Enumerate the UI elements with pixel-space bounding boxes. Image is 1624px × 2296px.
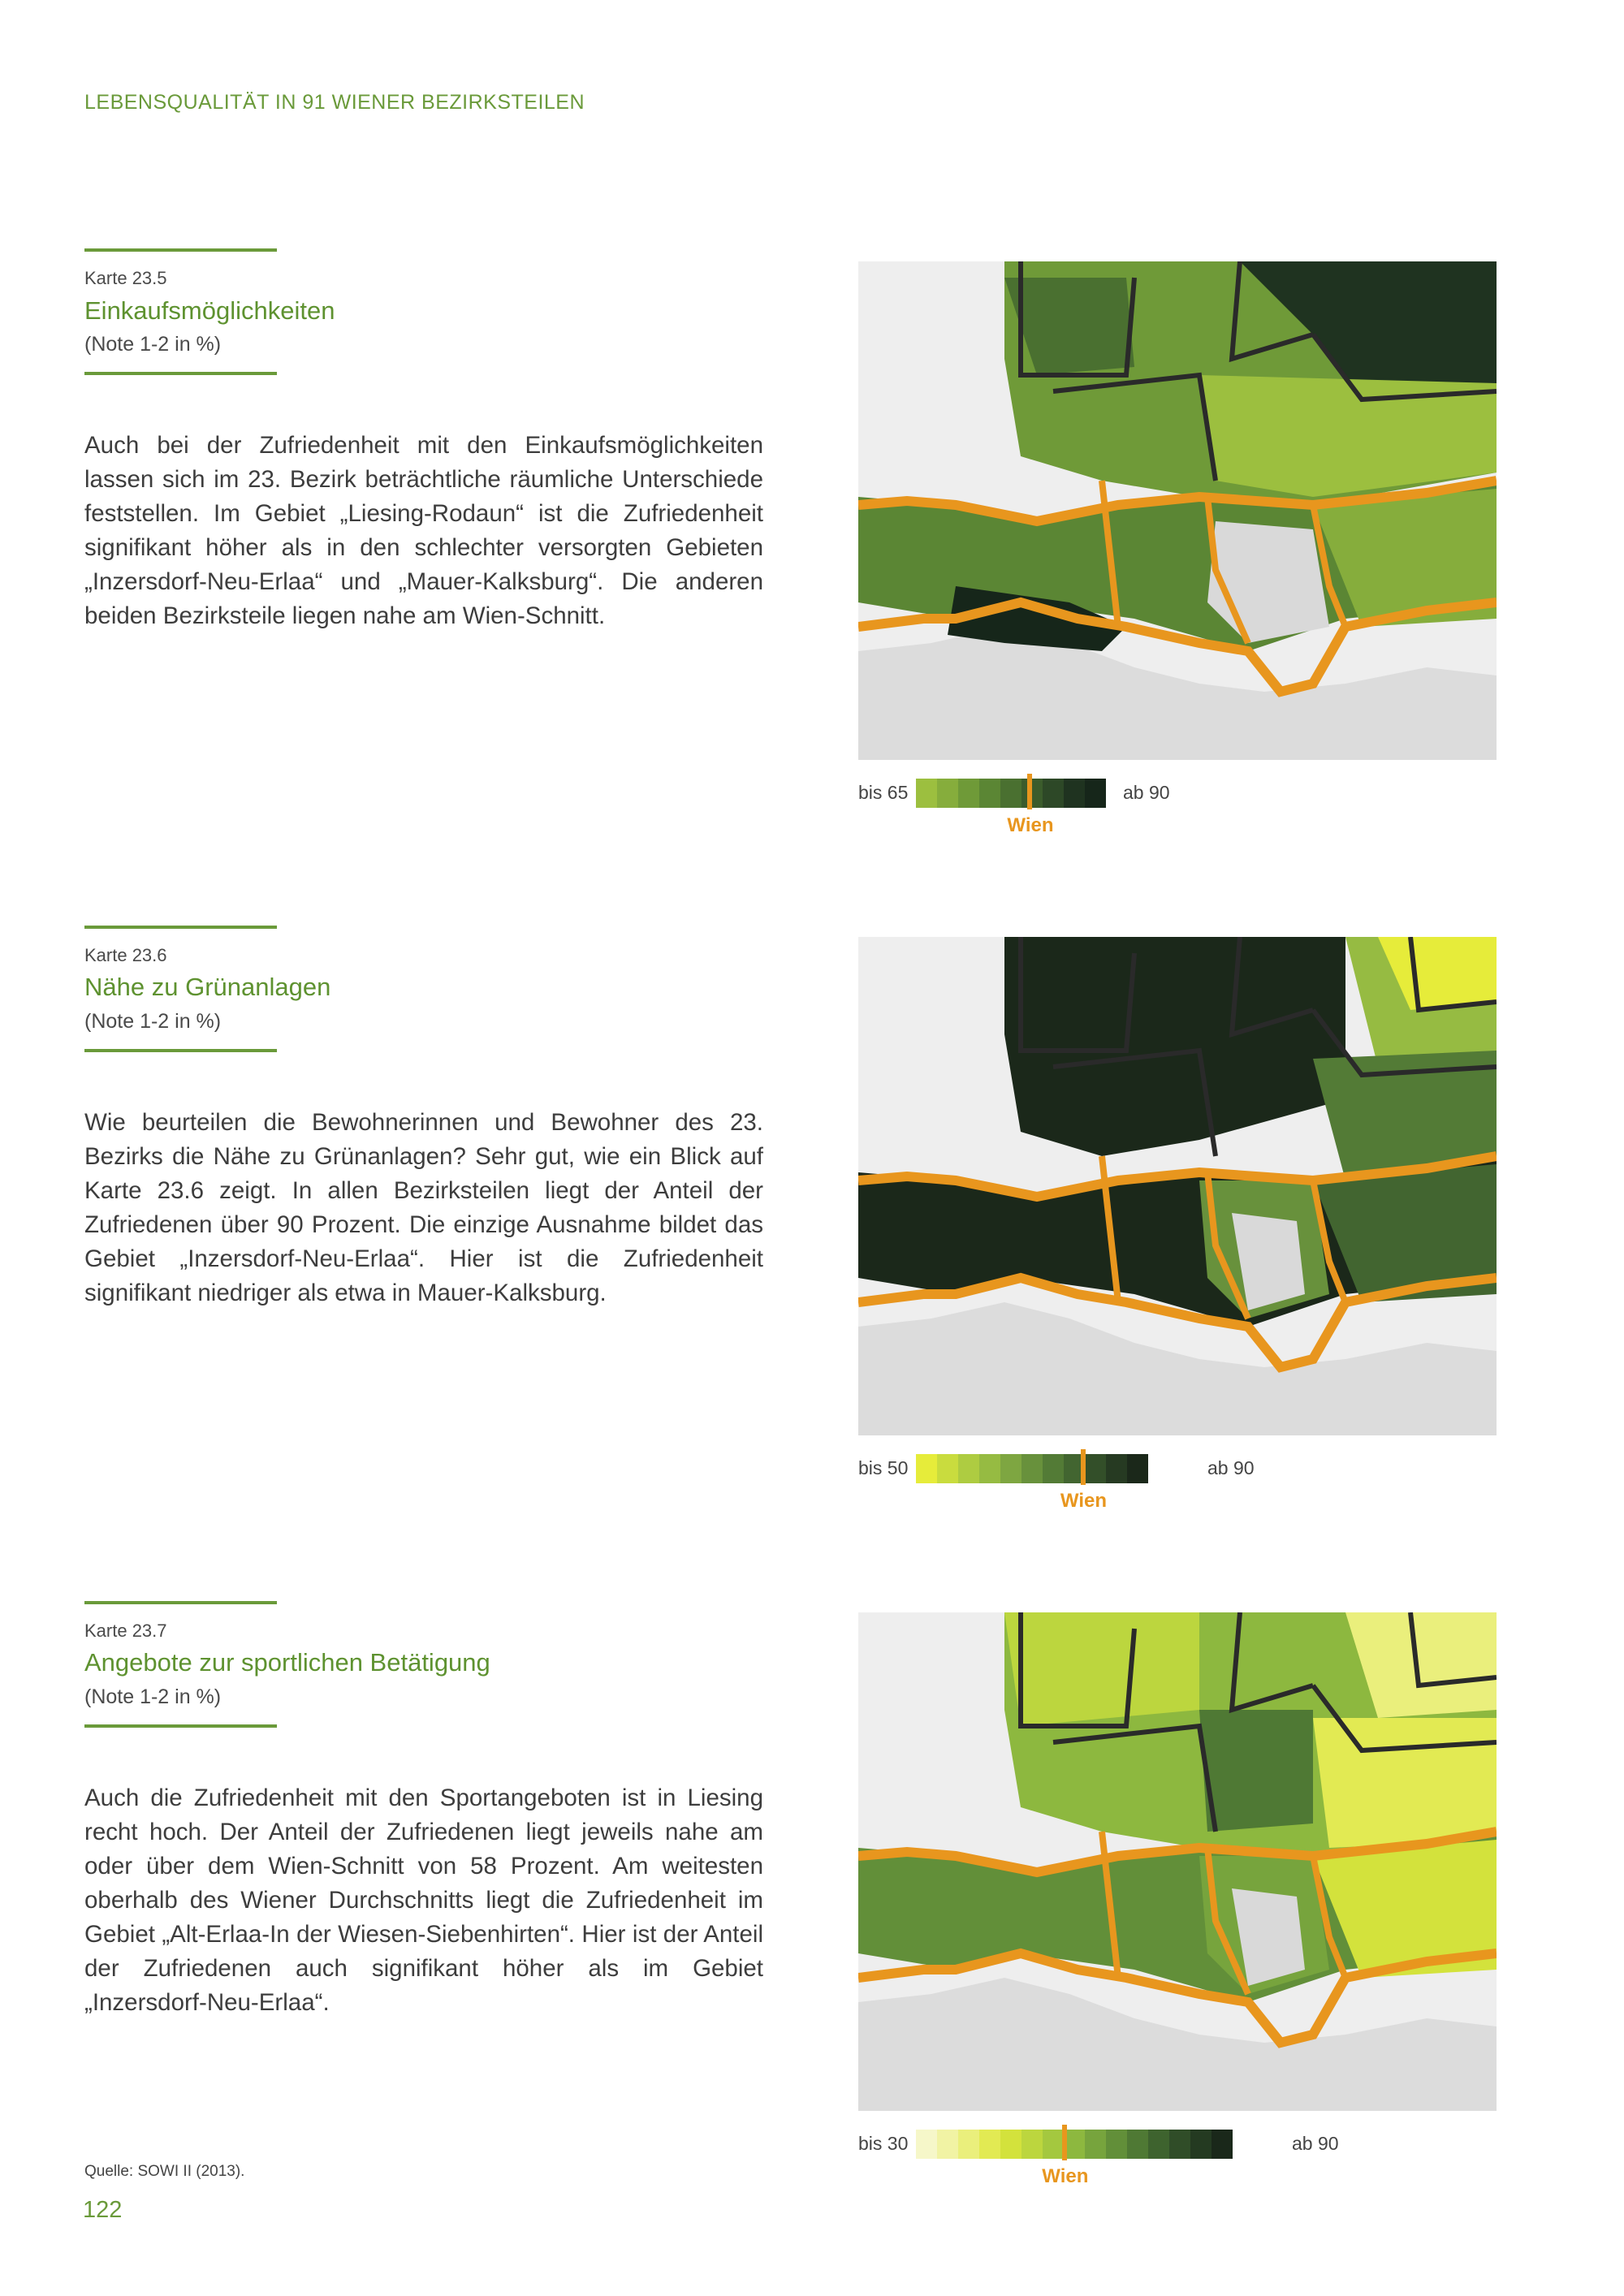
map-note: (Note 1-2 in %) — [84, 333, 222, 356]
legend-scale — [916, 2130, 1233, 2159]
legend-scale — [916, 779, 1106, 808]
legend-color-cell — [979, 2130, 1000, 2159]
legend-color-cell — [1064, 779, 1085, 808]
wien-marker — [1081, 1449, 1086, 1485]
map-title: Nähe zu Grünanlagen — [84, 973, 331, 1001]
legend-min-label: bis 65 — [858, 782, 909, 803]
legend-color-cell — [1085, 1454, 1106, 1483]
map-number: Karte 23.7 — [84, 1621, 167, 1641]
legend-color-cell — [1169, 2130, 1190, 2159]
legend-max-label: ab 90 — [1292, 2133, 1339, 2154]
section-rule-bottom — [84, 372, 277, 375]
legend — [858, 777, 1497, 836]
wien-marker — [1062, 2125, 1067, 2160]
legend-color-cell — [1021, 1454, 1043, 1483]
map-note: (Note 1-2 in %) — [84, 1010, 222, 1033]
legend-color-cell — [1127, 2130, 1148, 2159]
legend-color-cell — [916, 779, 937, 808]
legend-color-cell — [1021, 2130, 1043, 2159]
body-text: Auch bei der Zufriedenheit mit den Einkaufsmöglichkeiten lassen sich im 23. Bezirk beträchtliche räumliche Unterschiede feststellen. Im Gebiet „Liesing-Rodaun“ ist die Zufriedenheit signifikant höher als in den schlechter versorgten Gebieten „Inzersdorf-Neu-Erlaa“ und „Mauer-Kalksburg“. Die anderen beiden Bezirksteile liegen nahe am Wien-Schnitt. — [84, 432, 763, 629]
section-rule-top — [84, 1601, 277, 1604]
section-rule-bottom — [84, 1049, 277, 1052]
page-number: 122 — [83, 2197, 123, 2223]
district-map — [858, 937, 1497, 1435]
section-rule-top — [84, 248, 277, 252]
source-note: Quelle: SOWI II (2013). — [84, 2163, 245, 2180]
legend-color-cell — [1212, 2130, 1233, 2159]
running-title: LEBENSQUALITÄT IN 91 WIENER BEZIRKSTEILEN — [84, 91, 585, 114]
map-title: Angebote zur sportlichen Betätigung — [84, 1648, 490, 1677]
legend-color-cell — [916, 2130, 937, 2159]
legend-color-cell — [979, 1454, 1000, 1483]
legend-color-cell — [958, 1454, 979, 1483]
legend-color-cell — [1043, 1454, 1064, 1483]
section-rule-bottom — [84, 1724, 277, 1728]
legend-color-cell — [1000, 779, 1021, 808]
section-rule-top — [84, 926, 277, 929]
legend-color-cell — [1043, 779, 1064, 808]
legend-wien-label: Wien — [1042, 2165, 1089, 2187]
legend-min-label: bis 50 — [858, 1457, 909, 1478]
map-graphic — [858, 1612, 1497, 2111]
legend-color-cell — [1127, 1454, 1148, 1483]
legend-color-cell — [979, 779, 1000, 808]
legend-color-cell — [1000, 2130, 1021, 2159]
map-title: Einkaufsmöglichkeiten — [84, 296, 335, 325]
legend-max-label: ab 90 — [1123, 782, 1170, 803]
legend-color-cell — [1148, 2130, 1169, 2159]
legend-color-cell — [1190, 2130, 1212, 2159]
body-text: Auch die Zufriedenheit mit den Sportangeboten ist in Liesing recht hoch. Der Anteil der Zufriedenen liegt jeweils nahe am oder über dem Wien-Schnitt von 58 Prozent. Am weitesten oberhalb des Wiener Durchschnitts liegt die Zufriedenheit im Gebiet „Alt-Erlaa-In der Wiesen-Siebenhirten“. Hier ist der Anteil der Zufriedenen auch signifikant höher als im Gebiet „Inzersdorf-Neu-Erlaa“. — [84, 1785, 763, 2016]
legend-scale — [916, 1454, 1148, 1483]
legend — [858, 1452, 1497, 1512]
district-map — [858, 1612, 1497, 2111]
legend-color-cell — [1043, 2130, 1064, 2159]
map-graphic — [858, 937, 1497, 1435]
legend-min-label: bis 30 — [858, 2133, 909, 2154]
legend — [858, 2128, 1497, 2187]
map-number: Karte 23.5 — [84, 268, 167, 288]
legend-max-label: ab 90 — [1207, 1457, 1255, 1478]
legend-color-cell — [937, 779, 958, 808]
map-graphic — [858, 261, 1497, 760]
legend-color-cell — [937, 2130, 958, 2159]
body-text: Wie beurteilen die Bewohnerinnen und Bewohner des 23. Bezirks die Nähe zu Grünanlagen? Sehr gut, wie ein Blick auf Karte 23.6 zeigt. In allen Bezirksteilen liegt der Anteil der Zufriedenen über 90 Prozent. Die einzige Ausnahme bildet das Gebiet „Inzersdorf-Neu-Erlaa“. Hier ist die Zufriedenheit signifikant niedriger als etwa in Mauer-Kalksburg. — [84, 1109, 763, 1306]
district-map — [858, 261, 1497, 760]
wien-marker — [1027, 774, 1032, 809]
legend-color-cell — [958, 2130, 979, 2159]
legend-wien-label: Wien — [1007, 814, 1054, 836]
legend-color-cell — [1106, 2130, 1127, 2159]
legend-color-cell — [916, 1454, 937, 1483]
legend-color-cell — [937, 1454, 958, 1483]
legend-color-cell — [1000, 1454, 1021, 1483]
map-number: Karte 23.6 — [84, 945, 167, 965]
legend-color-cell — [958, 779, 979, 808]
map-note: (Note 1-2 in %) — [84, 1685, 222, 1708]
legend-color-cell — [1085, 779, 1106, 808]
legend-color-cell — [1085, 2130, 1106, 2159]
legend-color-cell — [1106, 1454, 1127, 1483]
legend-wien-label: Wien — [1060, 1490, 1108, 1512]
